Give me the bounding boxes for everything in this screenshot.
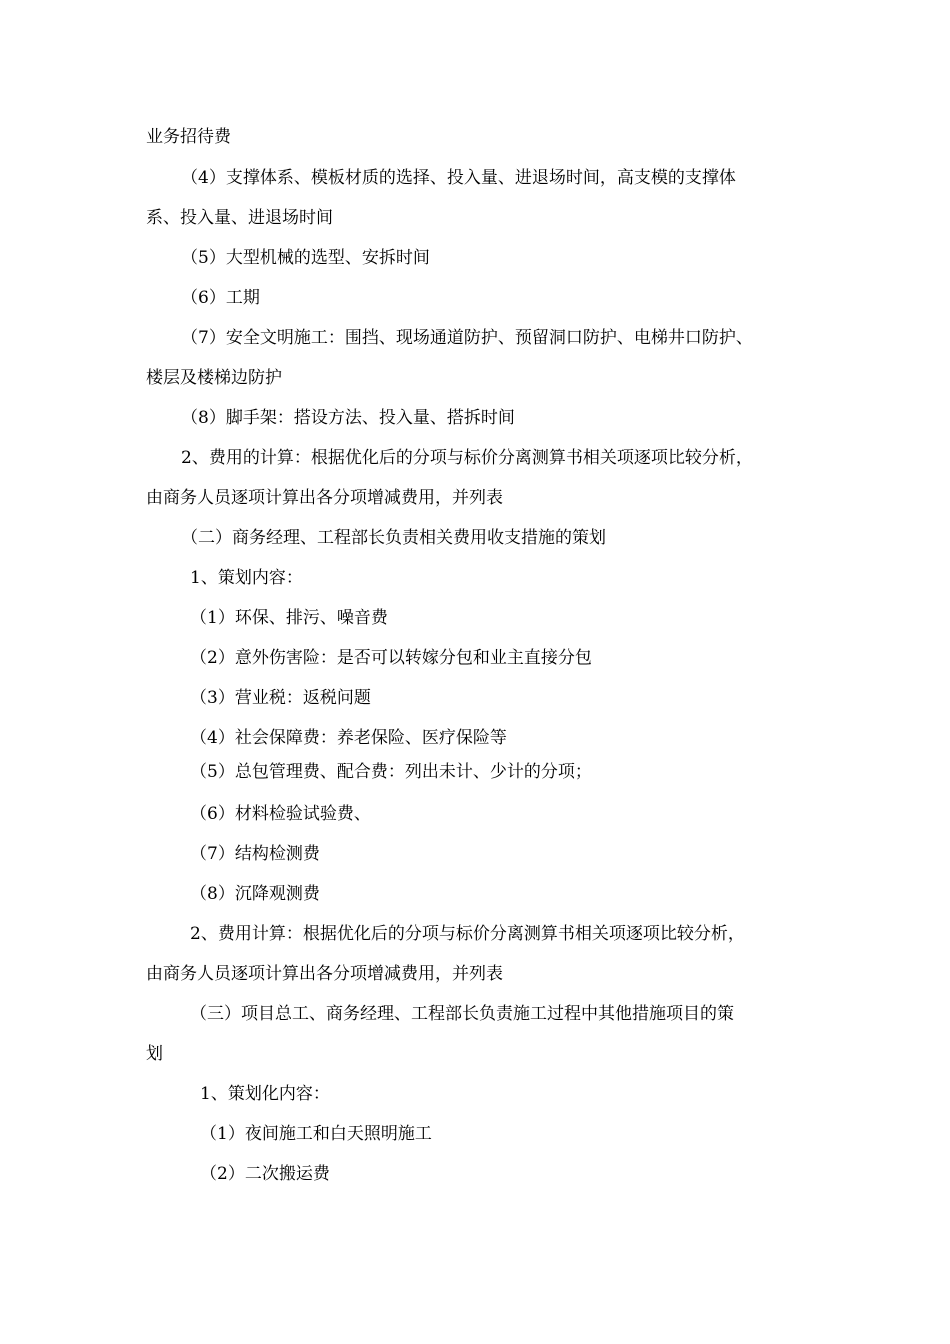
text-line: 划	[146, 1044, 163, 1064]
text-line: （1）夜间施工和白天照明施工	[200, 1124, 432, 1144]
section-heading: （二）商务经理、工程部长负责相关费用收支措施的策划	[181, 528, 606, 548]
text-line: （7）安全文明施工：围挡、现场通道防护、预留洞口防护、电梯井口防护、	[181, 328, 753, 348]
text-line: （6）材料检验试验费、	[190, 804, 371, 824]
text-line: （4）社会保障费：养老保险、医疗保险等	[190, 728, 507, 748]
text-line: （2）二次搬运费	[200, 1164, 330, 1184]
text-line: 2、费用的计算：根据优化后的分项与标价分离测算书相关项逐项比较分析，	[181, 448, 753, 468]
text-line: 1、策划内容：	[190, 568, 303, 588]
text-line: 由商务人员逐项计算出各分项增减费用，并列表	[146, 964, 503, 984]
text-line: （7）结构检测费	[190, 844, 320, 864]
text-line: （2）意外伤害险：是否可以转嫁分包和业主直接分包	[190, 648, 592, 668]
text-line: 由商务人员逐项计算出各分项增减费用，并列表	[146, 488, 503, 508]
text-line: （3）营业税：返税问题	[190, 688, 371, 708]
text-line: （1）环保、排污、噪音费	[190, 608, 388, 628]
text-line: （5）总包管理费、配合费：列出未计、少计的分项；	[190, 762, 592, 782]
text-line: （4）支撑体系、模板材质的选择、投入量、进退场时间，高支模的支撑体	[181, 168, 736, 188]
text-line: 2、费用计算：根据优化后的分项与标价分离测算书相关项逐项比较分析，	[190, 924, 745, 944]
text-line: 系、投入量、进退场时间	[146, 208, 333, 228]
text-line: （8）沉降观测费	[190, 884, 320, 904]
text-line: 业务招待费	[146, 127, 231, 147]
text-line: （6）工期	[181, 288, 260, 308]
text-line: （5）大型机械的选型、安拆时间	[181, 248, 430, 268]
text-line: （8）脚手架：搭设方法、投入量、搭拆时间	[181, 408, 515, 428]
text-line: 1、策划化内容：	[200, 1084, 330, 1104]
section-heading: （三）项目总工、商务经理、工程部长负责施工过程中其他措施项目的策	[190, 1004, 734, 1024]
text-line: 楼层及楼梯边防护	[146, 368, 282, 388]
